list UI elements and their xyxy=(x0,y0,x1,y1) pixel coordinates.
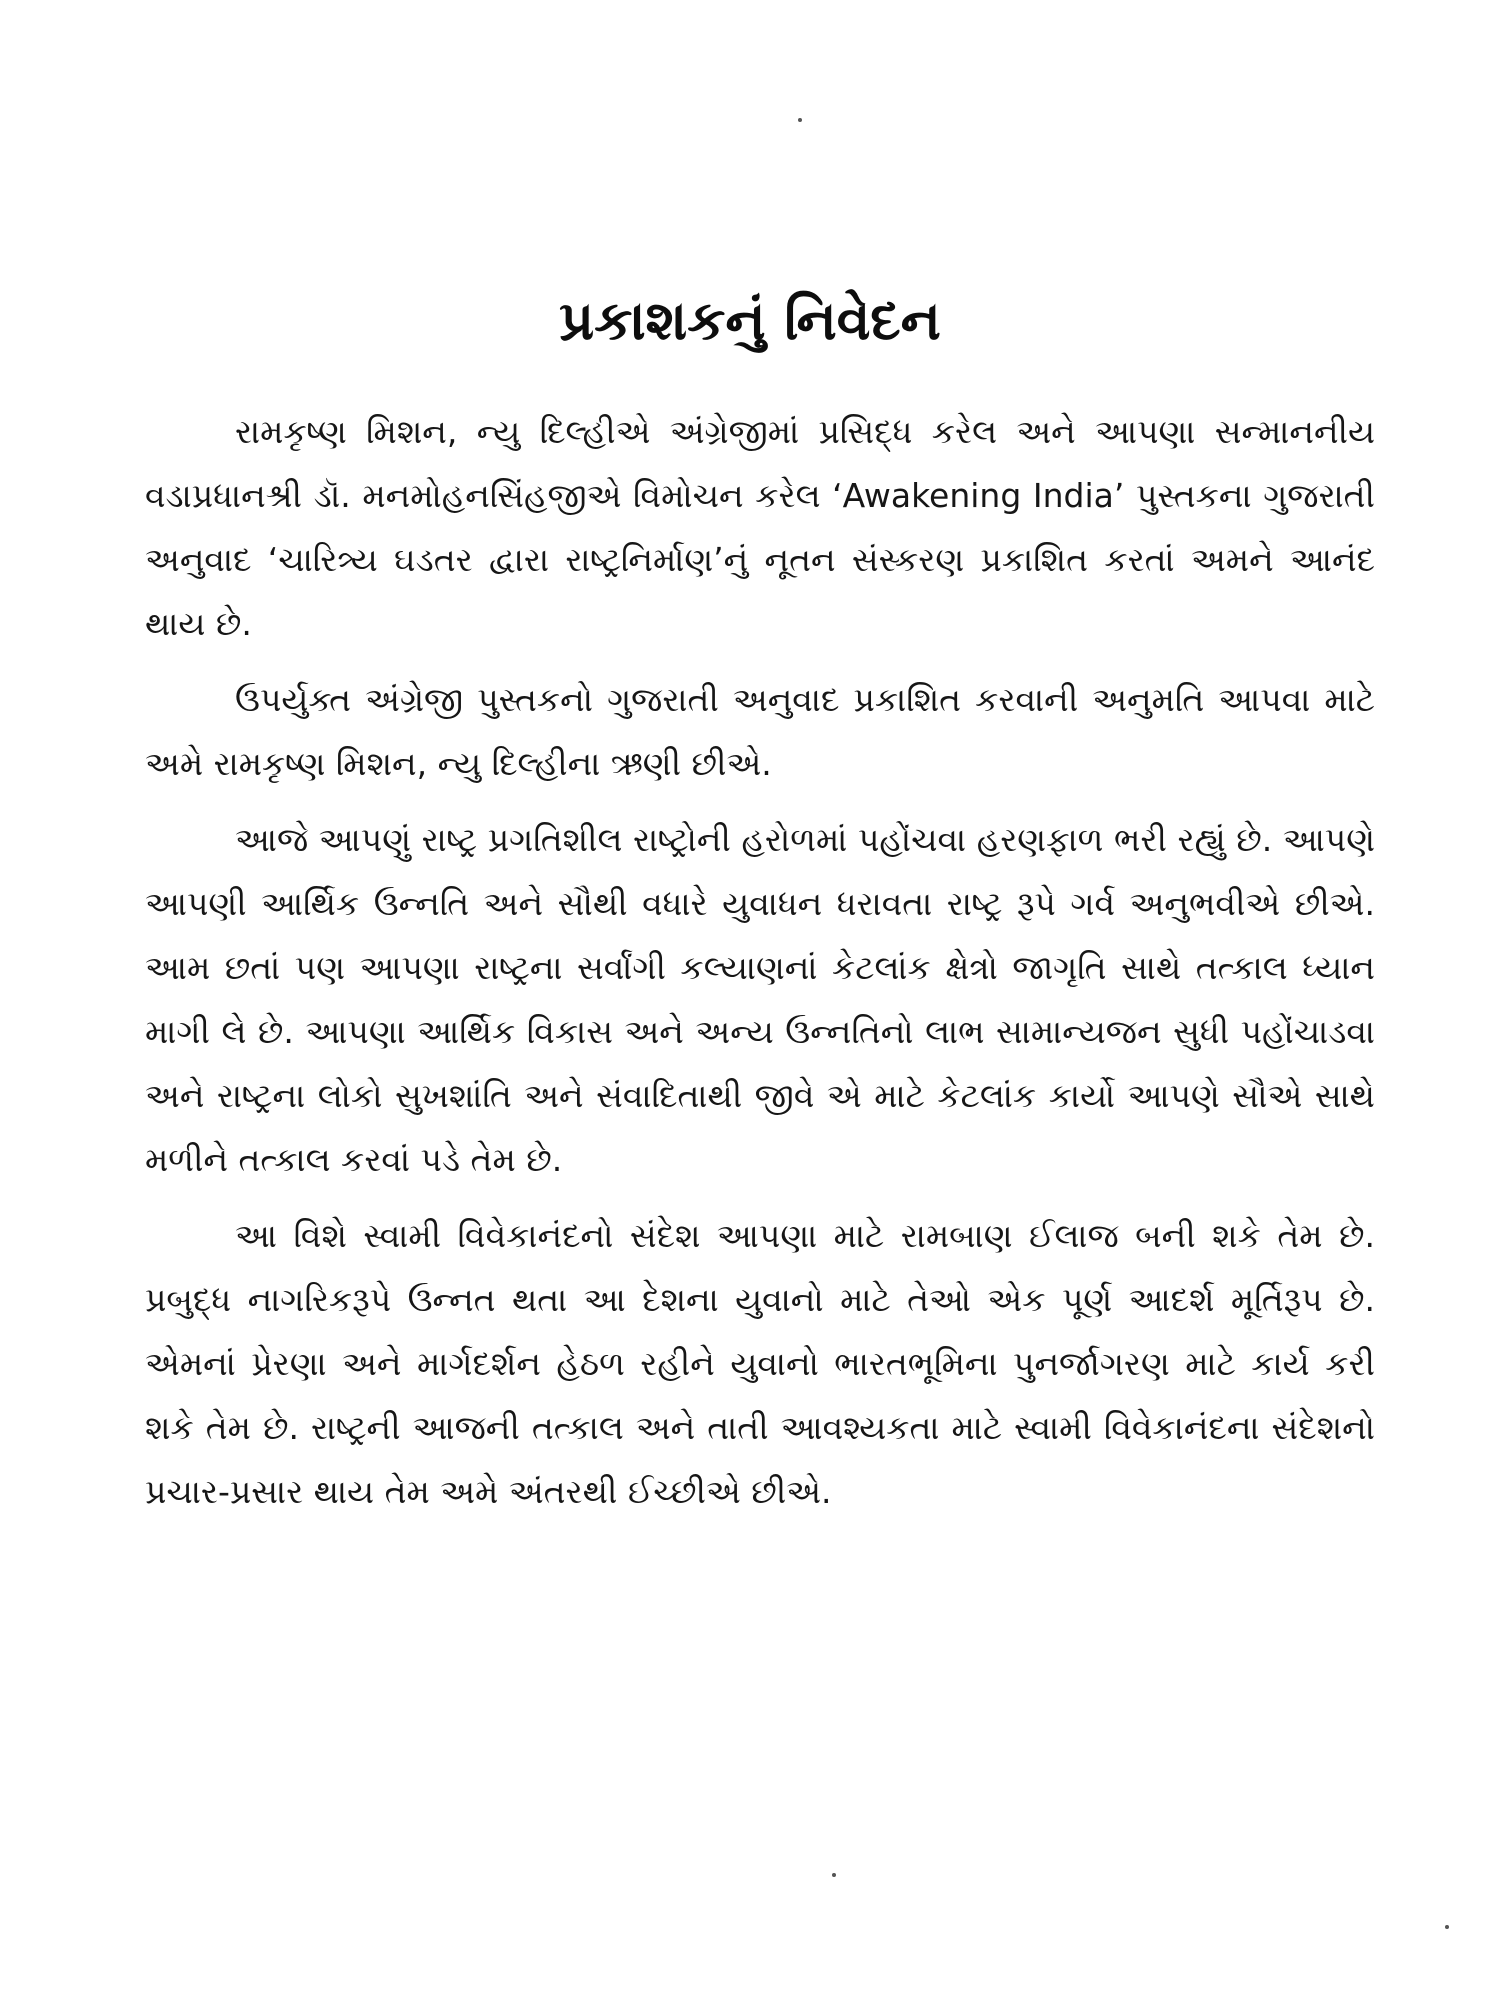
scan-speck xyxy=(798,118,802,122)
paragraph: આજે આપણું રાષ્ટ્ર પ્રગતિશીલ રાષ્ટ્રોની હરોળમાં પહોંચવા હરણફાળ ભરી રહ્યું છે. આપણે આપણી આર્થિક ઉન્નતિ અને સૌથી વધારે યુવાધન ધરાવતા રાષ્ટ્ર રૂપે ગર્વ અનુભવીએ છીએ. આમ છતાં પણ આપણા રાષ્ટ્રના સર્વાંગી કલ્યાણનાં કેટલાંક ક્ષેત્રો જાગૃતિ સાથે તત્કાલ ધ્યાન માગી લે છે. આપણા આર્થિક વિકાસ અને અન્ય ઉન્નતિનો લાભ સામાન્યજન સુધી પહોંચાડવા અને રાષ્ટ્રના લોકો સુખશાંતિ અને સંવાદિતાથી જીવે એ માટે કેટલાંક કાર્યો આપણે સૌએ સાથે મળીને તત્કાલ કરવાં પડે તેમ છે. xyxy=(145,820,1375,1179)
scan-speck xyxy=(1445,1925,1449,1929)
paragraph: રામકૃષ્ણ મિશન, ન્યુ દિલ્હીએ અંગ્રેજીમાં પ્રસિદ્ધ કરેલ અને આપણા સન્માનનીય વડાપ્રધાનશ્રી ડૉ. મનમોહનસિંહજીએ વિમોચન કરેલ ‘Awakening India’ પુસ્તકના ગુજરાતી અનુવાદ ‘ચારિત્ર્ય ઘડતર દ્વારા રાષ્ટ્રનિર્માણ’નું નૂતન સંસ્કરણ પ્રકાશિત કરતાં અમને આનંદ થાય છે. xyxy=(145,412,1375,643)
scan-speck xyxy=(832,1873,836,1877)
body-text xyxy=(145,400,1375,1536)
paragraph: આ વિશે સ્વામી વિવેકાનંદનો સંદેશ આપણા માટે રામબાણ ઈલાજ બની શકે તેમ છે. પ્રબુદ્ધ નાગરિકરૂપે ઉન્નત થતા આ દેશના યુવાનો માટે તેઓ એક પૂર્ણ આદર્શ મૂર્તિરૂપ છે. એમનાં પ્રેરણા અને માર્ગદર્શન હેઠળ રહીને યુવાનો ભારતભૂમિના પુનર્જાગરણ માટે કાર્ય કરી શકે તેમ છે. રાષ્ટ્રની આજની તત્કાલ અને તાતી આવશ્યકતા માટે સ્વામી વિવેકાનંદના સંદેશનો પ્રચાર-પ્રસાર થાય તેમ અમે અંતરથી ઈચ્છીએ છીએ. xyxy=(145,1216,1375,1511)
page-title: પ્રકાશકનું નિવેદન xyxy=(559,289,941,353)
paragraph: ઉપર્યુક્ત અંગ્રેજી પુસ્તકનો ગુજરાતી અનુવાદ પ્રકાશિત કરવાની અનુમતિ આપવા માટે અમે રામકૃષ્ણ મિશન, ન્યુ દિલ્હીના ઋણી છીએ. xyxy=(145,680,1375,783)
